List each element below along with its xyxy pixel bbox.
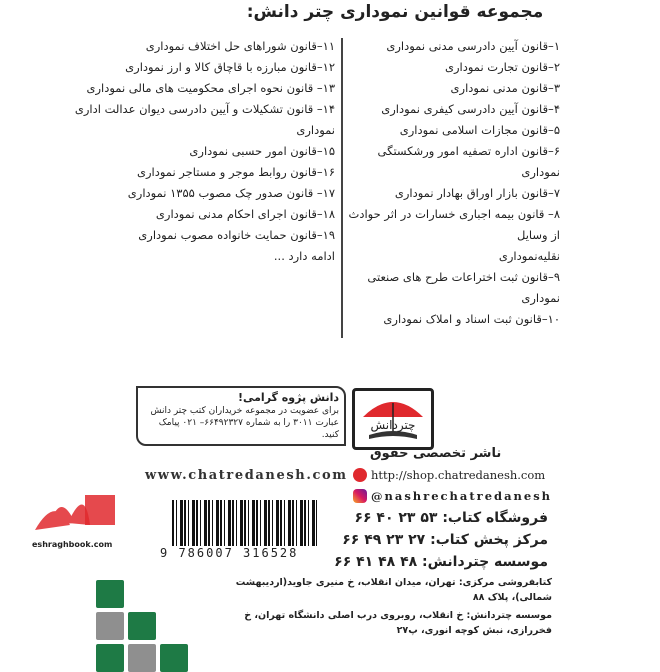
square	[96, 612, 124, 640]
phone-institute: موسسه چتردانش: ۴۸ ۴۸ ۴۱ ۶۶	[334, 554, 548, 570]
address-institute: موسسه چتردانش: خ انقلاب، روبروی درب اصلی دانشگاه تهران، خ فخررازی، نبش کوچه انوری، پ۲۷	[244, 610, 552, 636]
list-item: ۱۶–قانون روابط موجر و مستاجر نموداری	[136, 165, 335, 179]
umbrella-book-icon	[355, 391, 431, 447]
column-divider	[341, 38, 343, 338]
square	[128, 644, 156, 672]
list-item: ۱۹–قانون حمایت خانواده مصوب نموداری	[138, 228, 335, 242]
phone-bookstore: فروشگاه کتاب: ۵۳ ۲۳ ۴۰ ۶۶	[354, 510, 548, 526]
list-item: ۴–قانون آیین دادرسی کیفری نموداری	[381, 102, 560, 116]
logo-text: چتردانش	[370, 418, 416, 432]
list-item: ۱۵–قانون امور حسبی نموداری	[189, 144, 335, 158]
list-item: ۱۴– قانون تشکیلات و آیین دادرسی دیوان عدالت اداری	[74, 102, 335, 116]
square	[96, 644, 124, 672]
phone-distribution: مرکز پخش کتاب: ۲۷ ۲۳ ۴۹ ۶۶	[342, 532, 548, 548]
list-item: نقلیه‌نموداری	[498, 249, 560, 263]
barcode	[172, 500, 317, 546]
list-item: نموداری	[296, 123, 335, 137]
list-item: ۱۰–قانون ثبت اسناد و املاک نموداری	[383, 312, 560, 326]
list-item: ۵–قانون مجازات اسلامی نموداری	[399, 123, 560, 137]
notice-line: برای عضویت در مجموعه خریداران کتب چتر دانش	[150, 406, 339, 416]
square	[96, 580, 124, 608]
list-item: ۱۲–قانون مبارزه با قاچاق کالا و ارز نموداری	[125, 60, 335, 74]
law-list-left	[5, 36, 335, 267]
cart-icon	[353, 468, 367, 482]
shop-url[interactable]: http://shop.chatredanesh.com	[371, 468, 546, 482]
addresses	[198, 575, 552, 641]
watermark-url: eshraghbook.com	[32, 540, 113, 549]
list-item: ۱۷– قانون صدور چک مصوب ۱۳۵۵ نموداری	[127, 186, 335, 200]
list-item: ۸– قانون بیمه اجباری خسارات در اثر حوادث از وسایل	[348, 207, 560, 242]
notice-line: عبارت ۳۰۱۱ را به شماره ۶۶۴۹۲۳۲۷– ۰۲۱ پیامک کنید.	[158, 418, 339, 440]
square	[160, 644, 188, 672]
list-item: ۱۳– قانون نحوه اجرای محکومیت های مالی نموداری	[86, 81, 335, 95]
publisher-logo	[352, 388, 434, 450]
list-item: ۲–قانون تجارت نموداری	[444, 60, 560, 74]
square	[128, 612, 156, 640]
publisher-tagline: ناشر تخصصی حقوق	[370, 446, 502, 461]
list-item: ادامه دارد ...	[273, 249, 335, 263]
instagram-icon	[353, 489, 367, 503]
website-link[interactable]: www.chatredanesh.com	[145, 468, 348, 483]
list-item: ۶–قانون اداره تصفیه امور ورشکستگی نموداری	[377, 144, 560, 179]
list-item: ۱–قانون آیین دادرسی مدنی نموداری	[386, 39, 560, 53]
shop-link[interactable]	[353, 468, 545, 482]
list-item: ۱۸–قانون اجرای احکام مدنی نموداری	[155, 207, 335, 221]
law-list-right	[348, 36, 560, 330]
list-item: ۳–قانون مدنی نموداری	[450, 81, 560, 95]
list-item: ۷–قانون بازار اوراق بهادار نموداری	[394, 186, 560, 200]
instagram-handle[interactable]	[353, 489, 552, 503]
list-item: ۱۱–قانون شوراهای حل اختلاف نموداری	[145, 39, 335, 53]
isbn-number: 9 786007 316528	[160, 546, 299, 560]
page-title: مجموعه قوانین نموداری چتر دانش:	[246, 2, 544, 22]
membership-notice	[136, 386, 346, 446]
instagram-text[interactable]: @nashrechatredanesh	[371, 489, 553, 503]
eshragh-watermark-logo-icon	[30, 485, 120, 543]
list-item: ۹–قانون ثبت اختراعات طرح های صنعتی نموداری	[367, 270, 560, 305]
address-bookstore: کتابفروشی مرکزی: تهران، میدان انقلاب، خ منیری جاوید(اردیبهشت شمالی)، پلاک ۸۸	[235, 577, 552, 603]
notice-heading: دانش پژوه گرامی!	[237, 391, 339, 404]
